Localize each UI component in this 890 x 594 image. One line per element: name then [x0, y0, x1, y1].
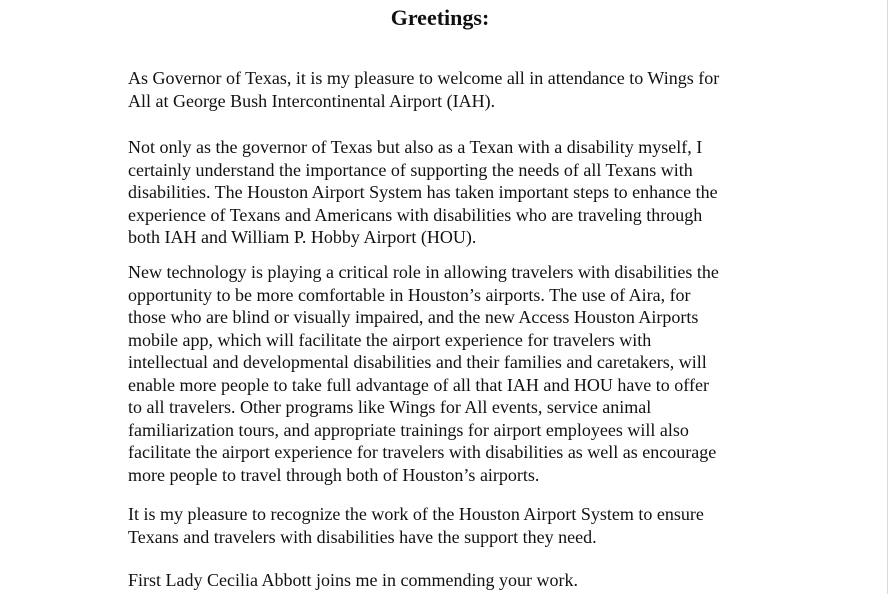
scan-edge-line	[887, 0, 888, 594]
text-line: intellectual and developmental disabilities and their families and caretakers, will	[128, 352, 707, 372]
paragraph-first-lady	[128, 569, 764, 592]
greeting-heading: Greetings:	[390, 5, 490, 30]
text-line: mobile app, which will facilitate the airport experience for travelers with	[128, 329, 652, 350]
paragraph-disability-support	[128, 136, 764, 249]
text-line: those who are blind or visually impaired, and the new Access Houston Airports	[128, 307, 699, 327]
text-line: to all travelers. Other programs like Wings for All events, service animal	[128, 397, 652, 417]
text-line: Texans and travelers with disabilities have the support they need.	[128, 526, 597, 547]
text-line: experience of Texans and Americans with disabilities who are traveling through	[128, 204, 703, 225]
text-line: familiarization tours, and appropriate trainings for airport employees will also	[128, 419, 689, 440]
text-line: more people to travel through both of Houston’s airports.	[128, 464, 540, 485]
text-line: As Governor of Texas, it is my pleasure to welcome all in attendance to Wings for	[128, 68, 720, 88]
text-line: enable more people to take full advantage of all that IAH and HOU have to offer	[128, 374, 709, 395]
paragraph-technology	[128, 261, 764, 486]
text-line: opportunity to be more comfortable in Houston’s airports. The use of Aira, for	[128, 284, 691, 305]
text-line: certainly understand the importance of supporting the needs of all Texans with	[128, 159, 693, 180]
text-line: disabilities. The Houston Airport System has taken important steps to enhance the	[128, 182, 718, 202]
text-line: both IAH and William P. Hobby Airport (HOU).	[128, 227, 477, 247]
text-line: First Lady Cecilia Abbott joins me in commending your work.	[128, 570, 578, 590]
paragraph-recognition	[128, 503, 764, 548]
text-line: It is my pleasure to recognize the work of the Houston Airport System to ensure	[128, 504, 704, 524]
paragraph-welcome	[128, 67, 764, 112]
text-line: facilitate the airport experience for travelers with disabilities as well as encourage	[128, 442, 717, 462]
text-line: All at George Bush Intercontinental Airport (IAH).	[128, 90, 496, 111]
text-line: New technology is playing a critical role in allowing travelers with disabilities the	[128, 262, 719, 282]
text-line: Not only as the governor of Texas but also as a Texan with a disability myself, I	[128, 137, 703, 157]
